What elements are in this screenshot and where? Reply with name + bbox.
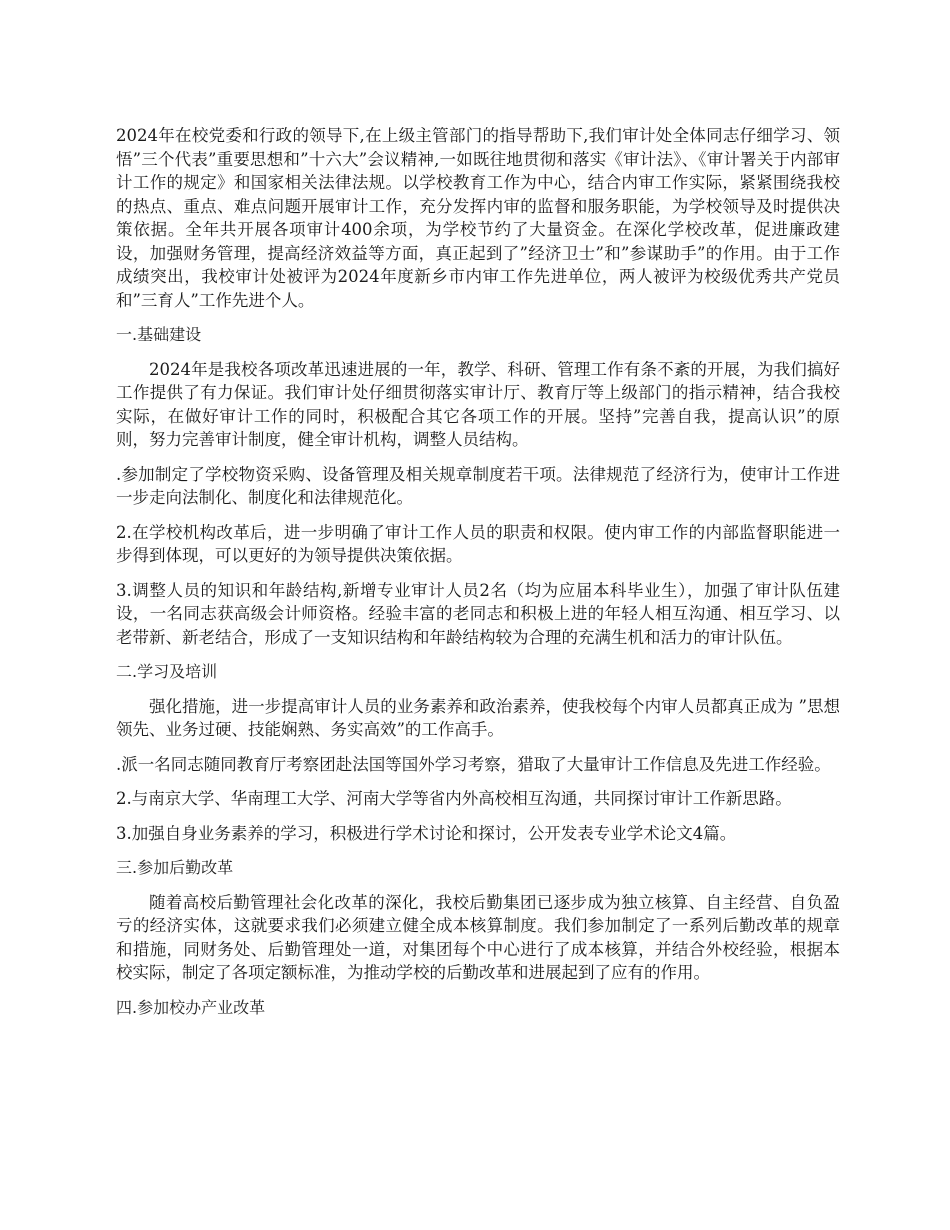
section-heading-infrastructure: 一.基础建设 (116, 325, 202, 344)
section-heading-industry: 四.参加校办产业改革 (116, 997, 266, 1017)
training-item-1: .派一名同志随同教育厅考察团赴法国等国外学习考察，猎取了大量审计工作信息及先进工作经验。 (116, 754, 831, 774)
infrastructure-paragraph: 2024年是我校各项改革迅速进展的一年，教学、科研、管理工作有条不紊的开展，为我们搞好工作提供了有力保证。我们审计处仔细贯彻落实审计厅、教育厅等上级部门的指示精神，结合我校实际，在做好审计工作的同时，积极配合其它各项工作的开展。坚持”完善自我，提高认识”的原则，努力完善审计制度，健全审计机构，调整人员结构。 (116, 359, 840, 449)
training-item-3: 3.加强自身业务素养的学习，积极进行学术讨论和探讨，公开发表专业学术论文4篇。 (116, 823, 737, 843)
infrastructure-item-2: 2.在学校机构改革后，进一步明确了审计工作人员的职责和权限。使内审工作的内部监督职能进一步得到体现，可以更好的为领导提供决策依据。 (116, 522, 840, 565)
training-item-2: 2.与南京大学、华南理工大学、河南大学等省内外高校相互沟通，共同探讨审计工作新思路。 (116, 789, 792, 808)
document-body (116, 124, 840, 1030)
section-heading-training: 二.学习及培训 (116, 662, 218, 681)
training-paragraph: 强化措施，进一步提高审计人员的业务素养和政治素养，使我校每个内审人员都真正成为 ”思想领先、业务过硬、技能娴熟、务实高效”的工作高手。 (116, 696, 840, 739)
infrastructure-item-1: .参加制定了学校物资采购、设备管理及相关规章制度若干项。法律规范了经济行为，使审计工作进一步走向法制化、制度化和法律规范化。 (116, 464, 840, 507)
infrastructure-item-3: 3.调整人员的知识和年龄结构,新增专业审计人员2名（均为应届本科毕业生），加强了审计队伍建设，一名同志获高级会计师资格。经验丰富的老同志和积极上进的年轻人相互沟通、相互学习、以老带新、新老结合，形成了一支知识结构和年龄结构较为合理的充满生机和活力的审计队伍。 (116, 580, 840, 647)
section-heading-logistics: 三.参加后勤改革 (116, 858, 234, 877)
intro-paragraph: 2024年在校党委和行政的领导下,在上级主管部门的指导帮助下,我们审计处全体同志仔细学习、领悟”三个代表”重要思想和”十六大”会议精神,一如既往地贯彻和落实《审计法》、《审计署关于内部审计工作的规定》和国家相关法律法规。以学校教育工作为中心，结合内审工作实际，紧紧围绕我校的热点、重点、难点问题开展审计工作，充分发挥内审的监督和服务职能，为学校领导及时提供决策依据。全年共开展各项审计400余项，为学校节约了大量资金。在深化学校改革，促进廉政建设，加强财务管理，提高经济效益等方面，真正起到了”经济卫士”和”参谋助手”的作用。由于工作成绩突出，我校审计处被评为2024年度新乡市内审工作先进单位，两人被评为校级优秀共产党员和”三育人”工作先进个人。 (116, 126, 840, 310)
logistics-paragraph: 随着高校后勤管理社会化改革的深化，我校后勤集团已逐步成为独立核算、自主经营、自负盈亏的经济实体，这就要求我们必须建立健全成本核算制度。我们参加制定了一系列后勤改革的规章和措施，同财务处、后勤管理处一道，对集团每个中心进行了成本核算，并结合外校经验，根据本校实际，制定了各项定额标准，为推动学校的后勤改革和进展起到了应有的作用。 (116, 892, 840, 982)
